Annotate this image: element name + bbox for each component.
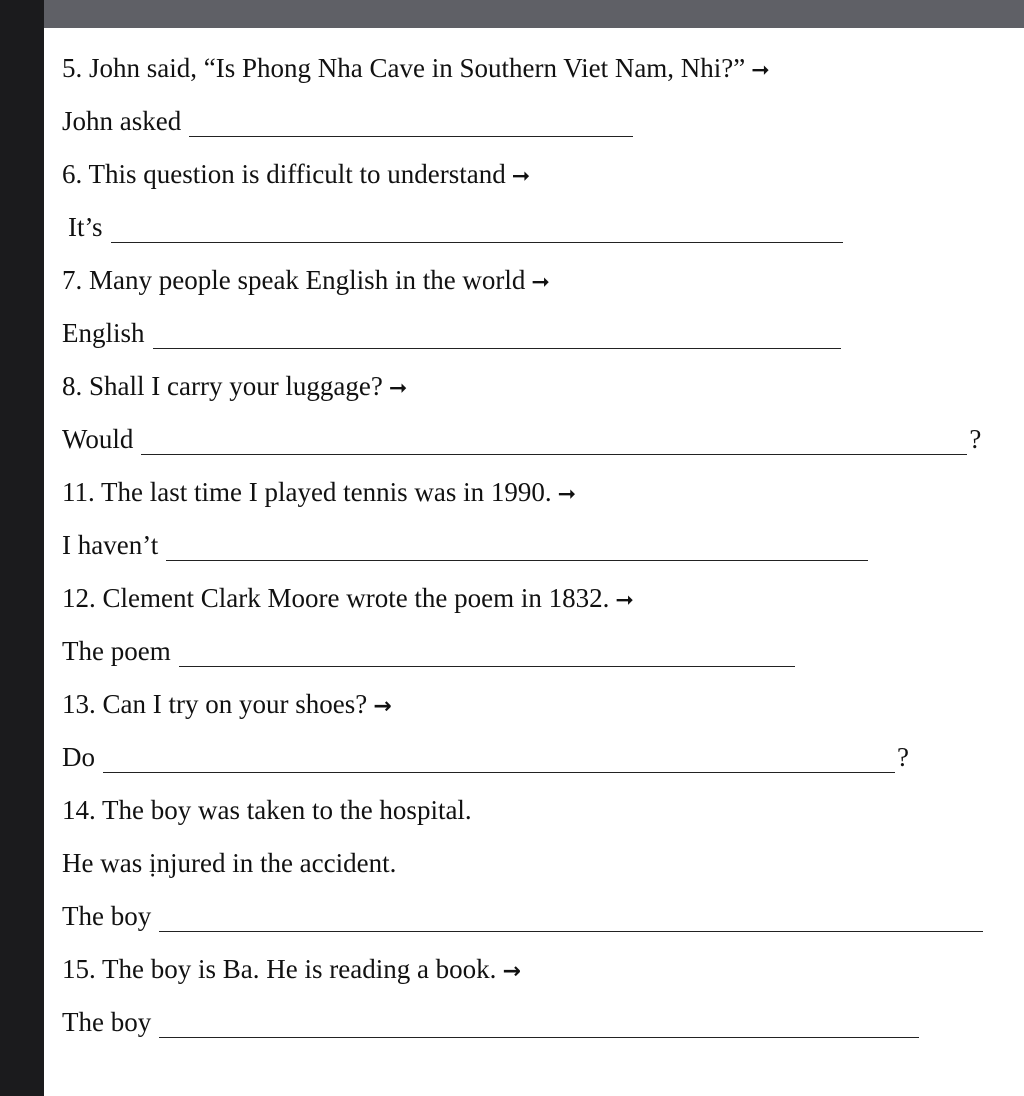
- q13-prompt: 13. Can I try on your shoes?: [62, 689, 368, 719]
- q12-answer-start: The poem: [62, 636, 171, 666]
- q11-answer-blank[interactable]: [166, 559, 868, 561]
- q6-answer-blank[interactable]: [111, 241, 843, 243]
- q13-answer-line: [62, 735, 909, 775]
- q6-answer-start: It’s: [68, 212, 103, 242]
- q5-answer-blank[interactable]: [189, 135, 633, 137]
- q8-question-mark: ?: [969, 424, 982, 454]
- worksheet-page: [44, 28, 1024, 1096]
- q5-answer-start: John asked: [62, 106, 182, 136]
- q5-prompt-line: [62, 46, 770, 86]
- q11-prompt-line: [62, 470, 576, 510]
- q8-answer-blank[interactable]: [141, 453, 967, 455]
- q14-prompt2-line: [62, 841, 396, 881]
- q7-answer-line: [62, 311, 841, 351]
- q15-prompt-line: [62, 947, 521, 987]
- q7-prompt: 7. Many people speak English in the world: [62, 265, 526, 295]
- q15-answer-start: The boy: [62, 1007, 152, 1037]
- q6-prompt: 6. This question is difficult to understand: [62, 159, 506, 189]
- q8-answer-start: Would: [62, 424, 134, 454]
- q15-prompt: 15. The boy is Ba. He is reading a book.: [62, 954, 497, 984]
- arrow-right-icon: ➞: [531, 270, 550, 295]
- q14-answer-start: The boy: [62, 901, 152, 931]
- arrow-right-icon: ➞: [511, 164, 531, 189]
- q15-answer-line: [62, 1000, 919, 1040]
- q12-prompt-line: [62, 576, 634, 616]
- q14-answer-line: [62, 894, 983, 934]
- q12-answer-blank[interactable]: [179, 665, 795, 667]
- q5-prompt: 5. John said, “Is Phong Nha Cave in Southern Viet Nam, Nhi?”: [62, 53, 746, 83]
- q12-answer-line: [62, 629, 795, 669]
- arrow-right-icon: →: [373, 694, 392, 719]
- q14-prompt-second-sentence: He was ịnjured in the accident.: [62, 848, 397, 878]
- q8-answer-line: [62, 417, 981, 457]
- q14-answer-blank[interactable]: [159, 930, 983, 932]
- q13-answer-blank[interactable]: [103, 771, 895, 773]
- q11-prompt: 11. The last time I played tennis was in 1990.: [62, 477, 552, 507]
- q11-answer-start: I haven’t: [62, 530, 159, 560]
- q13-prompt-line: [62, 682, 392, 722]
- q7-prompt-line: [62, 258, 550, 298]
- arrow-right-icon: ➞: [751, 58, 770, 83]
- q6-answer-line: [68, 205, 843, 245]
- q15-answer-blank[interactable]: [159, 1036, 919, 1038]
- q8-prompt: 8. Shall I carry your luggage?: [62, 371, 383, 401]
- arrow-right-icon: ➞: [557, 482, 577, 507]
- q8-prompt-line: [62, 364, 407, 404]
- arrow-right-icon: →: [502, 959, 521, 984]
- q14-prompt: 14. The boy was taken to the hospital.: [62, 795, 472, 825]
- q14-prompt-line: [62, 788, 472, 828]
- q12-prompt: 12. Clement Clark Moore wrote the poem in 1832.: [62, 583, 610, 613]
- q7-answer-start: English: [62, 318, 145, 348]
- q11-answer-line: [62, 523, 868, 563]
- q13-question-mark: ?: [897, 742, 909, 772]
- q5-answer-line: [62, 99, 633, 139]
- arrow-right-icon: ➞: [615, 588, 634, 613]
- q7-answer-blank[interactable]: [153, 347, 841, 349]
- arrow-right-icon: ➞: [388, 376, 408, 401]
- q6-prompt-line: [62, 152, 530, 192]
- q13-answer-start: Do: [62, 742, 95, 772]
- viewer-top-bar: [44, 0, 1024, 28]
